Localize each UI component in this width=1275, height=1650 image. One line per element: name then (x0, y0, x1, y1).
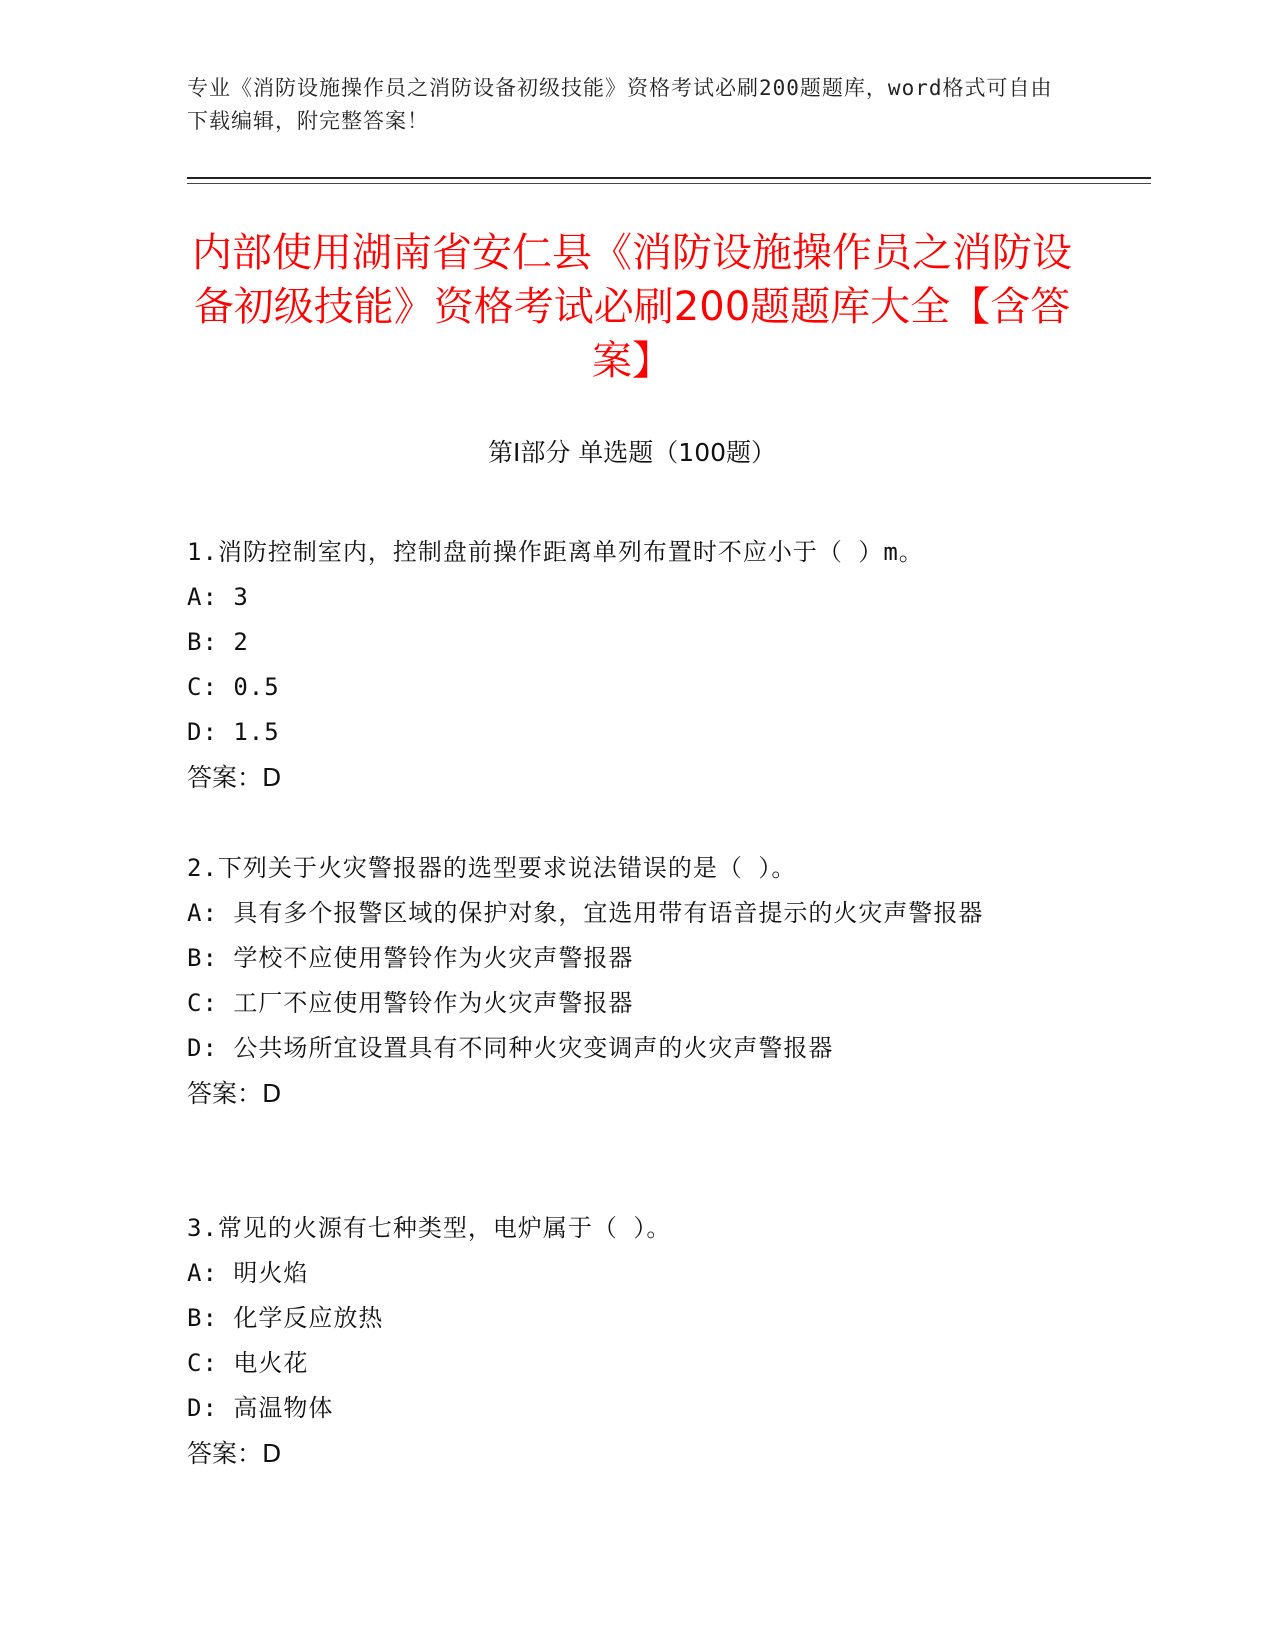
question-stem: 2.下列关于火灾警报器的选型要求说法错误的是（ ）。 (187, 854, 797, 882)
question-stem: 3.常见的火源有七种类型，电炉属于（ ）。 (187, 1214, 672, 1242)
option-d: D: 公共场所宜设置具有不同种火灾变调声的火灾声警报器 (187, 1034, 834, 1062)
question-3 (187, 1206, 1067, 1476)
option-a: A: 明火焰 (187, 1259, 309, 1287)
section-title: 第Ⅰ部分 单选题（100题） (487, 438, 777, 467)
header-note: 专业《消防设施操作员之消防设备初级技能》资格考试必刷200题题库，word格式可自由下载编辑，附完整答案！ (187, 76, 1053, 133)
option-c: C: 工厂不应使用警铃作为火灾声警报器 (187, 989, 634, 1017)
option-d: D: 1.5 (187, 718, 280, 746)
option-b: B: 2 (187, 628, 249, 656)
question-1 (187, 530, 1067, 800)
question-2 (187, 846, 1067, 1116)
option-b: B: 学校不应使用警铃作为火灾声警报器 (187, 944, 634, 972)
option-d: D: 高温物体 (187, 1394, 334, 1422)
question-stem: 1.消防控制室内，控制盘前操作距离单列布置时不应小于（ ）m。 (187, 538, 924, 566)
answer: 答案：D (187, 1439, 282, 1468)
option-a: A: 3 (187, 583, 249, 611)
document-title: 内部使用湖南省安仁县《消防设施操作员之消防设备初级技能》资格考试必刷200题题库大全【含答案】 (192, 230, 1072, 384)
option-c: C: 电火花 (187, 1349, 309, 1377)
header-divider-thick (187, 177, 1151, 179)
option-c: C: 0.5 (187, 673, 280, 701)
answer: 答案：D (187, 1079, 282, 1108)
option-b: B: 化学反应放热 (187, 1304, 384, 1332)
answer: 答案：D (187, 763, 282, 792)
header-divider-thin (187, 183, 1151, 184)
option-a: A: 具有多个报警区域的保护对象，宜选用带有语音提示的火灾声警报器 (187, 899, 984, 927)
